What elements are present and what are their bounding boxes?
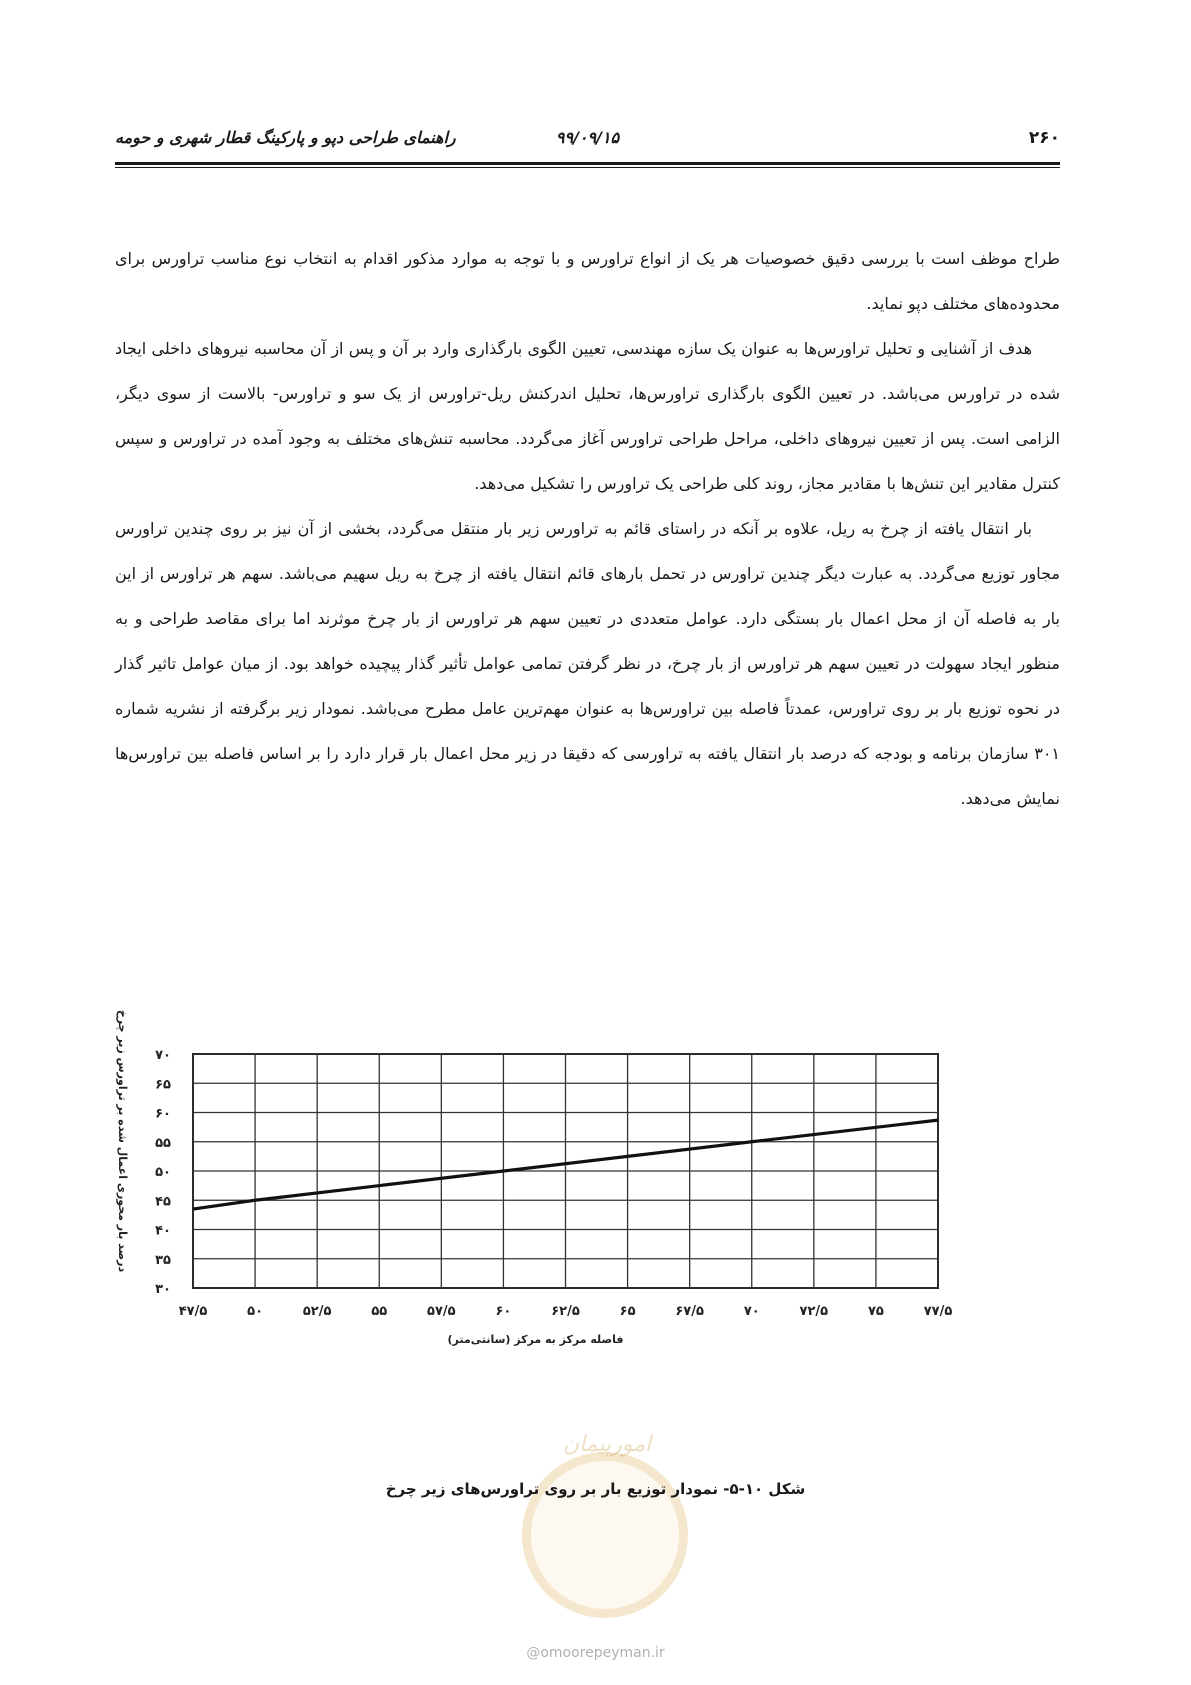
x-tick-label: ۶۲/۵ [551,1304,580,1319]
x-tick-label: ۶۵ [619,1304,636,1319]
y-tick-label: ۶۰ [155,1106,171,1122]
x-tick-label: ۶۰ [495,1304,512,1319]
y-tick-label: ۷۰ [155,1048,171,1063]
x-tick-label: ۷۲/۵ [799,1304,829,1319]
figure-caption: شکل ۱۰-۵- نمودار توزیع بار بر روی تراورس‌های زیر چرخ [385,1480,806,1498]
header-date: ۹۹/۰۹/۱۵ [555,128,620,147]
y-tick-label: ۳۰ [155,1282,171,1297]
watermark-logo [522,1452,688,1618]
book-title: راهنمای طراحی دپو و پارکینگ قطار شهری و حومه [115,128,456,147]
y-tick-label: ۳۵ [155,1252,171,1268]
x-tick-label: ۶۷/۵ [675,1304,704,1319]
watermark-url: @omoorepeyman.ir [526,1645,665,1661]
y-tick-label: ۶۵ [155,1077,171,1093]
header-rule-thin [115,167,1060,168]
y-axis-label: درصد بار محوری اعمال شده بر تراورس زیر چرخ [116,1010,129,1273]
x-tick-label: ۴۷/۵ [178,1304,208,1319]
y-tick-label: ۴۰ [155,1223,171,1239]
x-axis-label: فاصله مرکز به مرکز (سانتی‌متر) [447,1333,624,1346]
x-tick-label: ۵۵ [371,1304,388,1319]
x-tick-label: ۵۲/۵ [302,1304,332,1319]
load-distribution-chart [105,1010,965,1350]
paragraph: بار انتقال یافته از چرخ به ریل، علاوه بر آنکه در راستای قائم به تراورس زیر بار منتقل می‌گردد، بخشی از آن نیز بر روی چندین تراورس مجاور توزیع می‌گردد. به عبارت دیگر چندین تراورس در تحمل بارهای قائم انتقال یافته از چرخ به ریل سهیم می‌باشد. سهم هر تراورس از این بار به فاصله آن از محل اعمال بار بستگی دارد. عوامل متعددی در تعیین سهم هر تراورس از بار چرخ موثرند اما برای مقاصد طراحی و به منظور ایجاد سهولت در تعیین سهم هر تراورس از بار چرخ، در نظر گرفتن تمامی عوامل تأثیر گذار پیچیده خواهد بود. از میان عوامل تاثیر گذار در نحوه توزیع بار بر روی تراورس، عمدتاً فاصله بین تراورس‌ها به عنوان مهم‌ترین عامل مطرح می‌باشد. نمودار زیر برگرفته از نشریه شماره ۳۰۱ سازمان برنامه و بودجه که درصد بار انتقال یافته به تراورسی که دقیقا در زیر محل اعمال بار قرار دارد را بر اساس فاصله بین تراورس‌ها نمایش می‌دهد. [115,519,1060,808]
watermark-logo-text: امورپیمان [562,1432,652,1457]
page-header [115,128,1060,158]
x-tick-label: ۷۷/۵ [923,1304,953,1319]
page-number: ۲۶۰ [1028,128,1060,148]
y-tick-label: ۵۰ [155,1165,171,1180]
paragraph: طراح موظف است با بررسی دقیق خصوصیات هر یک از انواع تراورس و با توجه به موارد مذکور اقدام به انتخاب نوع مناسب تراورس برای محدوده‌های مختلف دپو نماید. [115,249,1060,313]
paragraph: هدف از آشنایی و تحلیل تراورس‌ها به عنوان یک سازه مهندسی، تعیین الگوی بارگذاری وارد بر آن و پس از آن محاسبه نیروهای داخلی ایجاد شده در تراورس می‌باشد. در تعیین الگوی بارگذاری تراورس‌ها، تحلیل اندرکنش ریل-تراورس از یک سو و تراورس- بالاست از سوی دیگر، الزامی است. پس از تعیین نیروهای داخلی، مراحل طراحی تراورس آغاز می‌گردد. محاسبه تنش‌های مختلف به وجود آمده در تراورس و سپس کنترل مقادیر این تنش‌ها با مقادیر مجاز، روند کلی طراحی یک تراورس را تشکیل می‌دهد. [115,339,1060,493]
x-tick-label: ۵۰ [247,1304,264,1319]
x-tick-label: ۵۷/۵ [427,1304,456,1319]
body-text [115,236,1060,821]
y-tick-label: ۴۵ [155,1194,171,1210]
header-rule [115,162,1060,165]
x-tick-label: ۷۵ [867,1304,884,1319]
y-tick-label: ۵۵ [155,1135,171,1151]
x-tick-label: ۷۰ [743,1304,760,1319]
